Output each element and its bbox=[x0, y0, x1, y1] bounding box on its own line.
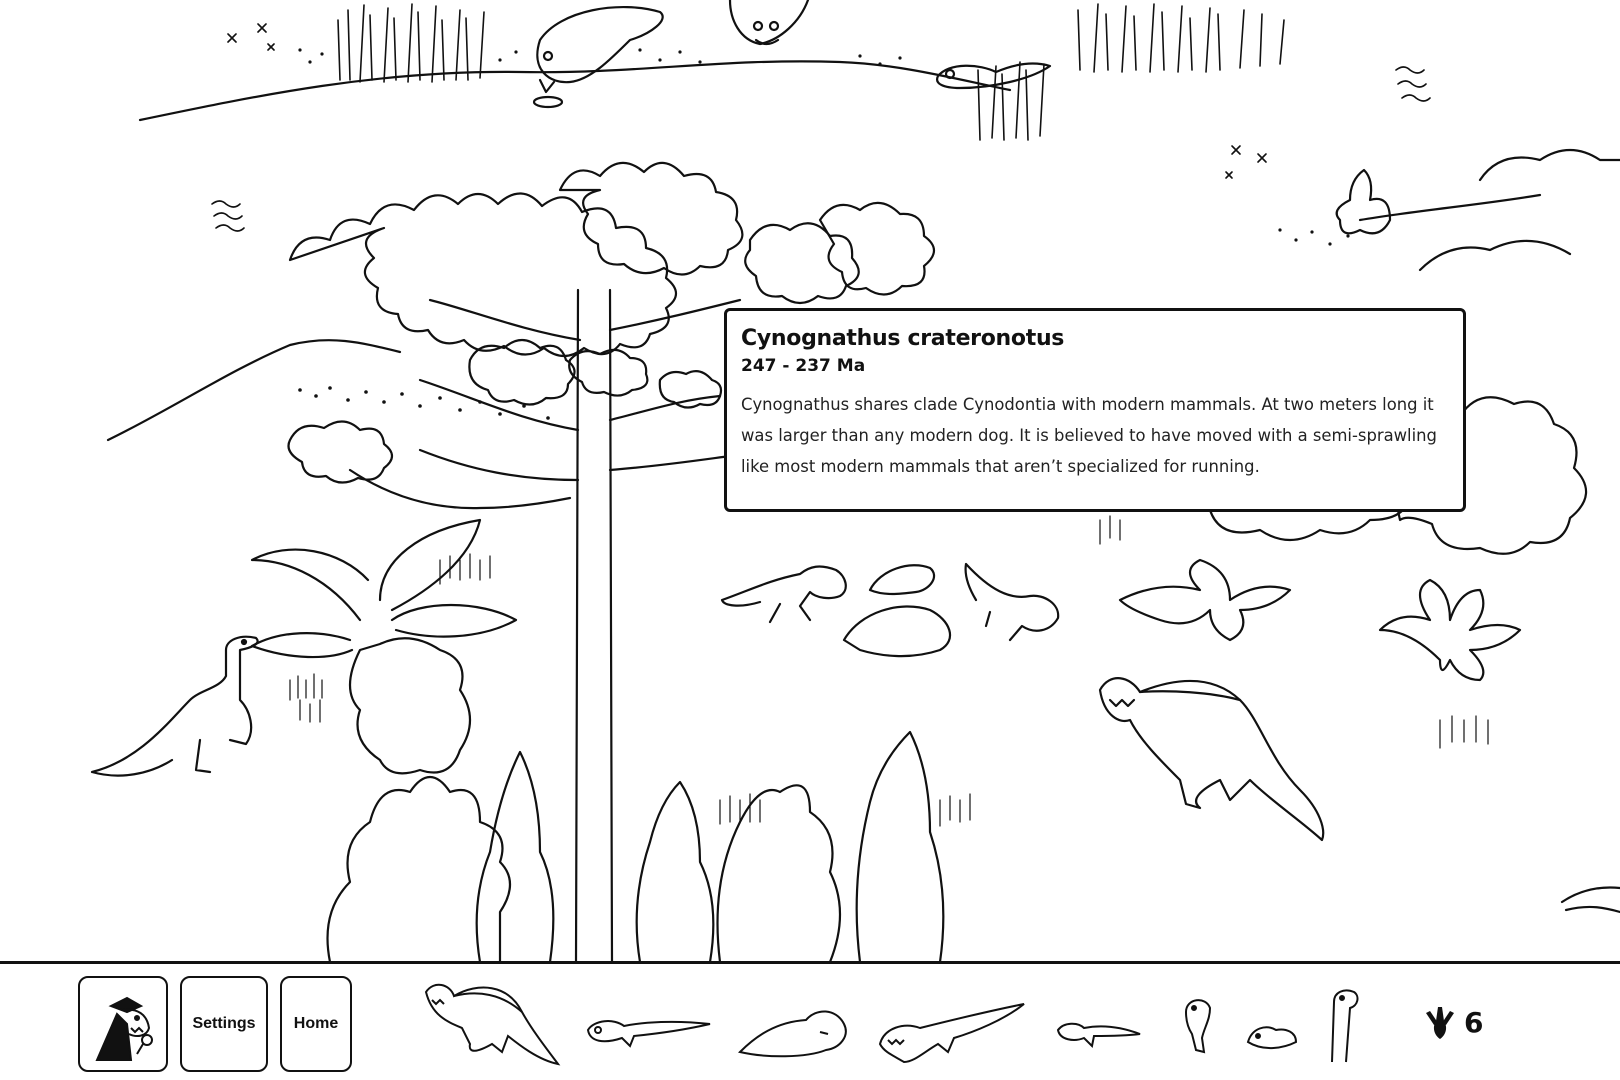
species-info-card bbox=[724, 308, 1466, 512]
grass-hatching bbox=[290, 516, 1488, 826]
bottom-toolbar bbox=[0, 962, 1620, 1080]
found-creature-spined-reptile[interactable] bbox=[418, 972, 564, 1072]
fern-tree-left bbox=[252, 520, 516, 773]
tree-large bbox=[289, 163, 935, 962]
creature-center-cynognathus[interactable] bbox=[722, 567, 846, 622]
found-creature-small-reptile[interactable] bbox=[1054, 972, 1144, 1072]
professor-dinosaur-button[interactable] bbox=[78, 976, 168, 1072]
found-creature-crocodile-like-reptile[interactable] bbox=[874, 972, 1030, 1072]
home-button[interactable]: Home bbox=[280, 976, 352, 1072]
cycad-right bbox=[1120, 560, 1520, 680]
found-creature-long-neck-reptile[interactable] bbox=[1324, 972, 1364, 1072]
creature-center-right-cynodont[interactable] bbox=[966, 564, 1059, 640]
creature-left-ornithomimid[interactable] bbox=[92, 637, 258, 776]
settings-button[interactable]: Settings bbox=[180, 976, 268, 1072]
found-creature-sleeping-dinosaur[interactable] bbox=[736, 972, 852, 1072]
footprint-counter bbox=[1424, 1002, 1483, 1042]
creature-dimetrodon[interactable] bbox=[1100, 678, 1323, 840]
found-creature-tiny-reptile[interactable] bbox=[1244, 972, 1300, 1072]
footprint-icon bbox=[1424, 1005, 1456, 1039]
creature-right-edge[interactable] bbox=[1562, 888, 1620, 912]
creature-top-peeking[interactable] bbox=[730, 0, 808, 44]
bushes-foreground bbox=[328, 732, 944, 962]
species-age: 247 - 237 Ma bbox=[741, 356, 866, 376]
professor-dinosaur-icon bbox=[87, 984, 159, 1064]
reeds-top-left bbox=[338, 4, 1284, 140]
found-creature-small-standing-reptile[interactable] bbox=[1180, 972, 1216, 1072]
creature-top-lizard[interactable] bbox=[937, 64, 1050, 88]
footprint-count: 6 bbox=[1464, 1005, 1484, 1039]
found-creature-lizard-like-reptile[interactable] bbox=[584, 972, 714, 1072]
species-description: Cynognathus shares clade Cynodontia with modern mammals. At two meters long it was larger than any modern dog. It is believed to have moved with a semi-sprawling like most modern mammals that aren’t specialized for running. bbox=[741, 395, 1437, 476]
species-name: Cynognathus crateronotus bbox=[741, 326, 1065, 351]
creature-top-drinking[interactable] bbox=[534, 7, 663, 107]
creature-center-carcass[interactable] bbox=[844, 565, 950, 656]
